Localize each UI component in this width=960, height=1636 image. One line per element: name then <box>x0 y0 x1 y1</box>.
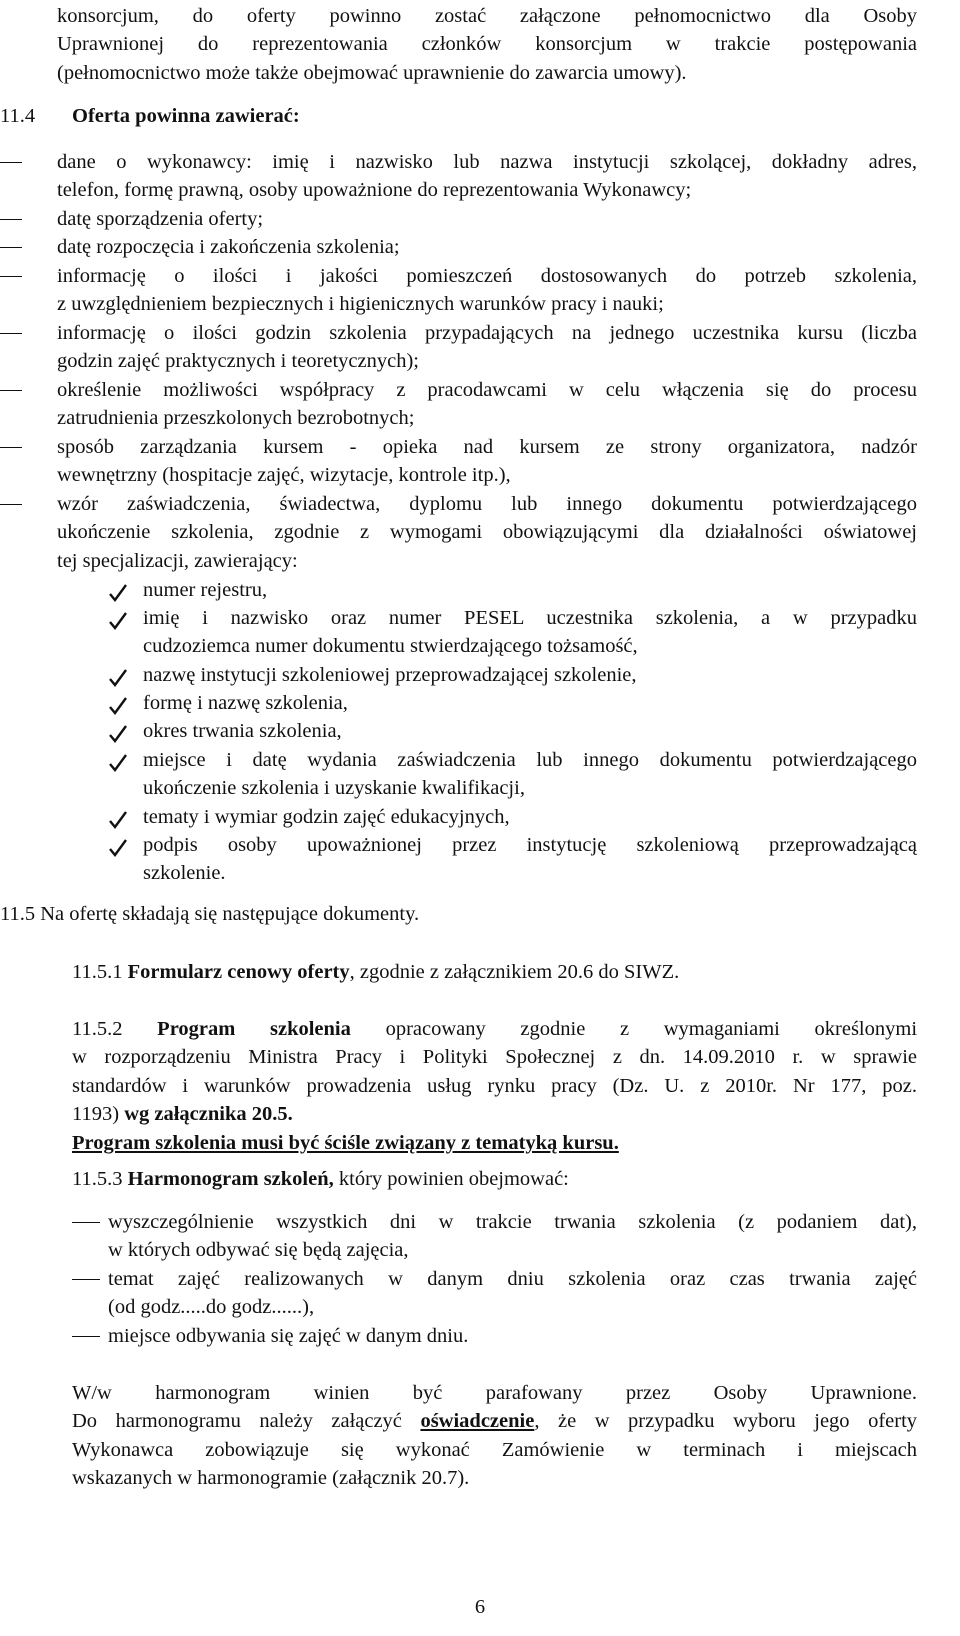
text-line: miejsce odbywania się zajęć w danym dniu. <box>108 1325 469 1347</box>
list-item <box>57 205 917 233</box>
text-line: (od godz.....do godz......), <box>108 1296 315 1319</box>
paragraph-11-5-3 <box>72 1165 917 1193</box>
text-line <box>72 1100 917 1128</box>
paragraph-number: 11.5.1 <box>72 961 123 983</box>
text-line: formę i nazwę szkolenia, <box>143 692 348 714</box>
text-line: z uwzględnieniem bezpiecznych i higienicznych warunków pracy i nauki; <box>57 293 664 316</box>
check-item <box>143 661 917 689</box>
checkmark-icon <box>108 667 128 689</box>
text-line: godzin zajęć praktycznych i teoretycznych); <box>57 350 419 373</box>
text-line: ukończenie szkolenia i uzyskanie kwalifikacji, <box>143 777 525 800</box>
text-line: sposób zarządzania kursem - opieka nad kursem ze strony organizatora, nadzór <box>57 436 917 458</box>
bold-text: Program szkolenia <box>157 1018 351 1040</box>
list-item <box>57 262 917 319</box>
list-item <box>57 376 917 433</box>
text-line: szkolenie. <box>143 862 226 885</box>
text-line: podpis osoby upoważnionej przez instytucję szkoleniową przeprowadzającą <box>143 834 917 856</box>
dash-bullet <box>0 162 22 163</box>
text-line: temat zajęć realizowanych w danym dniu szkolenia oraz czas trwania zajęć <box>108 1268 917 1290</box>
text: , że w przypadku wyboru jego oferty <box>534 1410 918 1433</box>
text: który powinien obejmować: <box>338 1168 569 1190</box>
text-line: wyszczególnienie wszystkich dni w trakcie trwania szkolenia (z podaniem dat), <box>108 1211 917 1233</box>
text-line: datę rozpoczęcia i zakończenia szkolenia; <box>57 236 400 258</box>
text-line: okres trwania szkolenia, <box>143 720 342 742</box>
bold-underlined-text: oświadczenie <box>420 1410 535 1433</box>
bold-text: wg załącznika 20.5. <box>124 1103 293 1126</box>
dash-bullet <box>0 247 22 248</box>
dash-bullet <box>0 390 22 391</box>
checkmark-icon <box>108 695 128 717</box>
checkmark-icon <box>108 809 128 831</box>
text-line: miejsce i datę wydania zaświadczenia lub innego dokumentu potwierdzającego <box>143 749 917 771</box>
list-item <box>57 490 917 575</box>
check-item <box>143 604 917 661</box>
check-item <box>143 831 917 888</box>
text-line: imię i nazwisko oraz numer PESEL uczestnika szkolenia, a w przypadku <box>143 607 917 629</box>
text-line: nazwę instytucji szkoleniowej przeprowadzającej szkolenie, <box>143 664 637 686</box>
section-number: 11.4 <box>0 105 36 127</box>
dash-bullet <box>0 447 22 448</box>
text-line: zatrudnienia przeszkolonych bezrobotnych; <box>57 407 415 430</box>
check-item <box>143 746 917 803</box>
text-line: numer rejestru, <box>143 579 268 601</box>
text-line: wewnętrzny (hospitacje zajęć, wizytacje, kontrole itp.), <box>57 464 511 487</box>
text-line: ukończenie szkolenia, zgodnie z wymogami obowiązującymi dla działalności oświatowej <box>57 521 917 544</box>
bold-underlined-text: Program szkolenia musi być ściśle związany z tematyką kursu. <box>72 1132 619 1154</box>
bold-text: Formularz cenowy oferty <box>127 961 350 983</box>
dash-bullet <box>0 333 22 334</box>
text-line: datę sporządzenia oferty; <box>57 208 264 230</box>
text-line: (pełnomocnictwo może także obejmować uprawnienie do zawarcia umowy). <box>57 61 687 84</box>
text: Do harmonogramu należy załączyć <box>72 1410 402 1433</box>
text-line: informację o ilości i jakości pomieszczeń dostosowanych do potrzeb szkolenia, <box>57 265 917 287</box>
text-line: cudzoziemca numer dokumentu stwierdzającego tożsamość, <box>143 635 638 658</box>
list-item <box>57 148 917 205</box>
text-line: tej specjalizacji, zawierający: <box>57 549 298 572</box>
dash-bullet <box>0 504 22 505</box>
text-line: określenie możliwości współpracy z pracodawcami w celu włączenia się do procesu <box>57 379 917 401</box>
text: opracowany zgodnie z wymaganiami określonymi <box>385 1018 918 1040</box>
dash-bullet <box>72 1222 100 1223</box>
text-line: wskazanych w harmonogramie (załącznik 20.7). <box>72 1467 470 1490</box>
text: 1193) <box>72 1103 120 1126</box>
bold-text: Harmonogram szkoleń, <box>127 1168 334 1190</box>
intro-paragraph <box>57 2 917 87</box>
list-item <box>57 319 917 376</box>
text-line: tematy i wymiar godzin zajęć edukacyjnych, <box>143 806 510 828</box>
list-item <box>57 433 917 490</box>
final-paragraph <box>72 1379 917 1493</box>
text-line: w rozporządzeniu Ministra Pracy i Polityki Społecznej z dn. 14.09.2010 r. w sprawie <box>72 1046 917 1069</box>
list-item <box>108 1322 917 1350</box>
dash-bullet <box>72 1279 100 1280</box>
checkmark-icon <box>108 752 128 774</box>
section-11-5-heading <box>0 900 960 928</box>
dash-bullet <box>72 1336 100 1337</box>
check-item <box>143 689 917 717</box>
dash-bullet <box>0 276 22 277</box>
check-item <box>143 576 917 604</box>
text-line: 11.5 Na ofertę składają się następujące dokumenty. <box>0 903 420 925</box>
text-line: dane o wykonawcy: imię i nazwisko lub nazwa instytucji szkolącej, dokładny adres, <box>57 151 917 173</box>
paragraph-number: 11.5.2 <box>72 1018 123 1040</box>
list-item <box>108 1208 917 1265</box>
page-number: 6 <box>474 1596 486 1618</box>
text-line: standardów i warunków prowadzenia usług rynku pracy (Dz. U. z 2010r. Nr 177, poz. <box>72 1074 917 1097</box>
paragraph-11-5-1 <box>72 958 917 986</box>
section-heading: Oferta powinna zawierać: <box>72 105 300 127</box>
text: , zgodnie z załącznikiem 20.6 do SIWZ. <box>349 961 680 983</box>
paragraph-11-5-2 <box>72 1015 917 1129</box>
checkmark-icon <box>108 610 128 632</box>
underlined-statement <box>72 1129 917 1157</box>
text-line: konsorcjum, do oferty powinno zostać załączone pełnomocnictwo dla Osoby <box>57 5 917 27</box>
text-line <box>72 1407 917 1435</box>
checkmark-icon <box>108 837 128 859</box>
paragraph-number: 11.5.3 <box>72 1168 123 1190</box>
check-item <box>143 717 917 745</box>
text-line: telefon, formę prawną, osoby upoważnione do reprezentowania Wykonawcy; <box>57 179 692 202</box>
list-item <box>57 233 917 261</box>
checkmark-icon <box>108 582 128 604</box>
list-item <box>108 1265 917 1322</box>
text-line: Wykonawca zobowiązuje się wykonać Zamówienie w terminach i miejscach <box>72 1438 917 1461</box>
text-line <box>72 1015 917 1043</box>
dash-bullet <box>0 219 22 220</box>
text-line: W/w harmonogram winien być parafowany przez Osoby Uprawnione. <box>72 1382 917 1404</box>
text-line: informację o ilości godzin szkolenia przypadających na jednego uczestnika kursu (liczba <box>57 322 917 344</box>
check-item <box>143 803 917 831</box>
text-line: w których odbywać się będą zajęcia, <box>108 1239 409 1262</box>
checkmark-icon <box>108 723 128 745</box>
text-line: Uprawnionej do reprezentowania członków konsorcjum w trakcie postępowania <box>57 33 917 56</box>
text-line: wzór zaświadczenia, świadectwa, dyplomu lub innego dokumentu potwierdzającego <box>57 493 917 515</box>
